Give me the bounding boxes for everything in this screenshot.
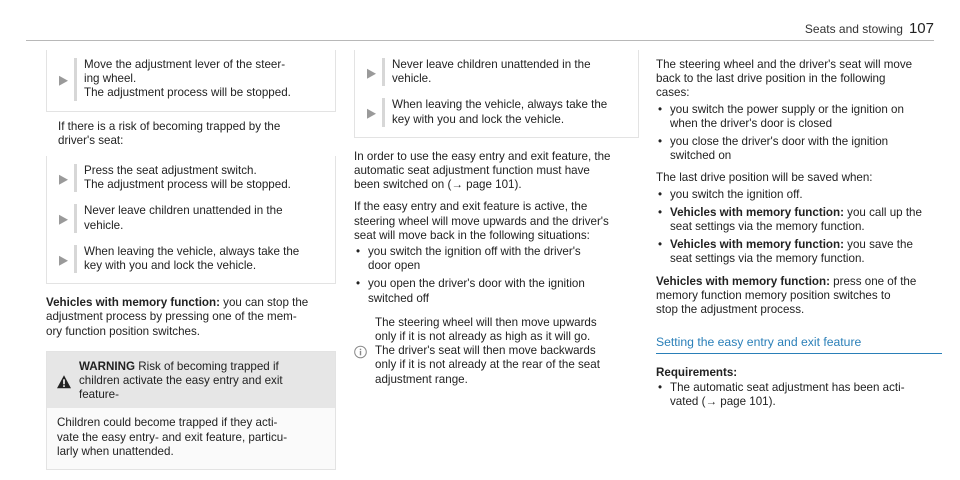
text-line: children activate the easy entry and exit [79, 374, 283, 388]
memory-paragraph [46, 296, 336, 339]
text-line: seat settings via the memory function. [670, 252, 865, 266]
info-note [354, 316, 639, 387]
text-line: • you switch the ignition off with the driver's [368, 245, 581, 259]
text-line: cases: [656, 86, 690, 100]
paragraph-1 [354, 150, 639, 193]
warning-header [47, 352, 335, 409]
list-item [354, 245, 639, 273]
text-line: vated (→ page 101). [670, 394, 776, 408]
text-line: The steering wheel will then move upwards [375, 315, 597, 329]
page-number: 107 [908, 20, 934, 37]
page-header [805, 22, 934, 36]
arrow-right-icon [59, 61, 68, 101]
step-line: key with you and lock the vehicle. [392, 112, 565, 126]
steps-box-b [46, 156, 336, 284]
text-span: press one of the [829, 274, 917, 288]
step-line: Press the seat adjustment switch. [84, 164, 257, 178]
text-line [656, 275, 942, 289]
list-item [656, 188, 942, 202]
text-line: • you close the driver's door with the ignition [670, 135, 889, 149]
step-line: When leaving the vehicle, always take the [84, 244, 300, 258]
arrow-right-icon [59, 248, 68, 273]
requirements-heading [656, 366, 942, 380]
text-line: switched off [368, 291, 430, 305]
requirements [656, 366, 942, 409]
arrow-right-icon [367, 101, 376, 126]
text-line: The driver's seat will then move backwards [375, 344, 596, 358]
text-line: when the driver's door is closed [670, 116, 833, 130]
text-line: • you open the driver's door with the ignition [368, 277, 585, 291]
arrow-right-icon [59, 167, 68, 192]
bold-label: Vehicles with memory function: [670, 205, 844, 219]
text-line: only if it is not already at the rear of the seat [375, 358, 600, 372]
steps-box-a [46, 50, 336, 112]
list-item [656, 238, 942, 266]
text-line: automatic seat adjustment function must have [354, 164, 590, 178]
arrow-right-icon [367, 61, 376, 86]
arrow-right-icon [59, 207, 68, 232]
text-line: steering wheel will move upwards and the driver's [354, 214, 609, 228]
text-span: you can stop the [219, 296, 309, 310]
paragraph-2 [354, 200, 639, 243]
step-item [59, 245, 323, 273]
step-line: Move the adjustment lever of the steer- [84, 58, 286, 71]
text-line: adjustment process by pressing one of the mem- [46, 310, 297, 324]
text-span: Risk of becoming trapped if [135, 359, 279, 373]
bullet-list [354, 245, 639, 306]
text-line: memory function memory position switches to [656, 288, 891, 302]
text-line: stop the adjustment process. [656, 303, 805, 317]
step-item [367, 98, 626, 126]
steps-box-c [354, 50, 639, 138]
step-line: Never leave children unattended in the [392, 58, 591, 71]
bullet-list [656, 188, 942, 267]
text-line: larly when unattended. [57, 444, 174, 458]
warning-label: WARNING [79, 359, 136, 373]
step-line: Never leave children unattended in the [84, 204, 283, 218]
text-line [670, 238, 942, 252]
step-line: When leaving the vehicle, always take the [392, 98, 608, 112]
paragraph-2: The last drive position will be saved when: [656, 171, 873, 185]
info-icon [354, 317, 367, 387]
bullet-list [656, 103, 942, 164]
step-line: The adjustment process will be stopped. [84, 178, 291, 192]
list-item [656, 103, 942, 131]
warning-box [46, 351, 336, 470]
text-line: back to the last drive position in the following [656, 72, 886, 86]
column-2 [354, 50, 639, 387]
list-item [656, 135, 942, 163]
text-line [670, 206, 942, 220]
text-line: • The automatic seat adjustment has been acti- [670, 380, 905, 394]
text-line: switched on [670, 149, 732, 163]
step-item [59, 204, 323, 232]
text-line: If the easy entry and exit feature is active, the [354, 200, 588, 214]
section-heading-link[interactable]: Setting the easy entry and exit feature [656, 335, 942, 354]
header-rule [26, 40, 934, 41]
bold-label: Vehicles with memory function: [670, 238, 844, 252]
text-line: adjustment range. [375, 372, 468, 386]
text-line [46, 296, 336, 310]
step-line: vehicle. [84, 218, 124, 232]
step-item [59, 58, 323, 101]
step-line: ing wheel. [84, 72, 137, 86]
text-line: • you switch the ignition off. [670, 187, 803, 201]
bold-label: Vehicles with memory function: [656, 274, 830, 288]
text-line: been switched on (→ page 101). [354, 178, 522, 192]
text-span: you call up the [843, 205, 922, 219]
warning-body [47, 408, 335, 469]
text-line: vate the easy entry- and exit feature, particu- [57, 430, 288, 444]
column-1 [46, 50, 336, 470]
step-line: key with you and lock the vehicle. [84, 259, 257, 273]
text-line: seat settings via the memory function. [670, 220, 865, 234]
text-line: door open [368, 259, 421, 273]
text-line: driver's seat: [58, 133, 124, 147]
text-line: only if it is not already as high as it will go. [375, 330, 591, 344]
paragraph-3 [656, 275, 942, 318]
bullet-list [656, 381, 942, 409]
text-line: In order to use the easy entry and exit feature, the [354, 149, 611, 163]
text-line: feature- [79, 388, 119, 402]
step-line: The adjustment process will be stopped. [84, 86, 291, 100]
risk-intro [46, 120, 336, 148]
text-line [79, 360, 283, 374]
step-item [367, 58, 626, 86]
header-title: Seats and stowing [804, 22, 903, 36]
text-line: seat will move back in the following situations: [354, 228, 590, 242]
text-line: • you switch the power supply or the ignition on [670, 102, 904, 116]
text-line: If there is a risk of becoming trapped by the [58, 119, 281, 133]
step-line: vehicle. [392, 72, 432, 86]
list-item [354, 277, 639, 305]
bold-label: Requirements: [656, 366, 738, 380]
column-3 [656, 58, 942, 413]
warning-triangle-icon [57, 361, 71, 403]
list-item [656, 381, 942, 409]
text-line: Children could become trapped if they acti- [57, 416, 278, 430]
list-item [656, 206, 942, 234]
paragraph-1 [656, 58, 942, 101]
text-line: The steering wheel and the driver's seat will move [656, 58, 913, 71]
text-line: ory function position switches. [46, 324, 201, 338]
bold-label: Vehicles with memory function: [46, 296, 220, 310]
step-item [59, 164, 323, 192]
text-span: you save the [843, 238, 913, 252]
